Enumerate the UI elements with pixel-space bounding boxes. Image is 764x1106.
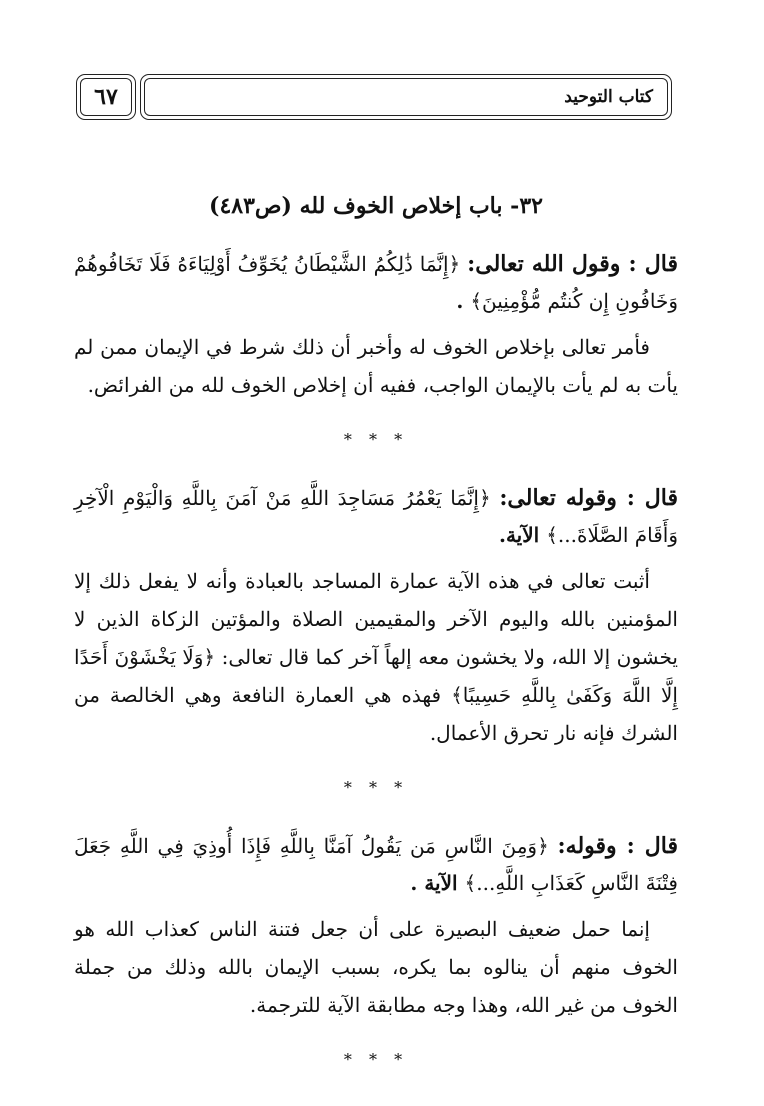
book-title-box: [140, 74, 672, 120]
qal-label: قال : وقوله:: [557, 833, 678, 859]
quran-verse: ﴿إِنَّمَا يَعْمُرُ مَسَاجِدَ اللَّهِ مَنْ آمَنَ بِاللَّهِ وَالْيَوْمِ الْآخِرِ وَأَقَامَ الصَّلَاةَ...﴾: [74, 486, 678, 547]
book-title: كتاب التوحيد: [564, 87, 653, 107]
section-separator: * * *: [343, 778, 409, 797]
verse-tail: الآية.: [499, 523, 547, 547]
section-separator: * * *: [343, 430, 409, 449]
page-number-box: [76, 74, 136, 120]
verse-tail: .: [456, 289, 471, 313]
explanation-paragraph: فأمر تعالى بإخلاص الخوف له وأخبر أن ذلك شرط في الإيمان ممن لم يأت به لم يأت بالإيمان الواجب، ففيه أن إخلاص الخوف لله من الفرائض.: [74, 335, 678, 397]
qal-label: قال : وقول الله تعالى:: [467, 251, 678, 277]
quran-verse: ﴿إِنَّمَا ذَٰلِكُمُ الشَّيْطَانُ يُخَوِّفُ أَوْلِيَاءَهُ فَلَا تَخَافُوهُمْ وَخَافُونِ إِن كُنتُم مُّؤْمِنِينَ﴾: [74, 252, 678, 313]
page-header: [76, 74, 672, 122]
quote-paragraph: [74, 480, 678, 554]
quote-paragraph: [74, 246, 678, 320]
explanation-paragraph: إنما حمل ضعيف البصيرة على أن جعل فتنة الناس كعذاب الله هو الخوف منهم أن ينالوه بما يكره، بسبب الإيمان بالله وذلك من جملة الخوف من غير الله، وهذا وجه مطابقة الآية للترجمة.: [74, 917, 678, 1017]
page-content: [74, 186, 678, 1100]
section-separator: * * *: [343, 1050, 409, 1069]
quote-paragraph: [74, 828, 678, 902]
page-number: ٦٧: [94, 84, 118, 110]
quran-verse: ﴿وَمِنَ النَّاسِ مَن يَقُولُ آمَنَّا بِاللَّهِ فَإِذَا أُوذِيَ فِي اللَّهِ جَعَلَ فِتْنَةَ النَّاسِ كَعَذَابِ اللَّهِ...﴾: [74, 834, 678, 895]
qal-label: قال : وقوله تعالى:: [499, 485, 678, 511]
explanation-paragraph: أثبت تعالى في هذه الآية عمارة المساجد بالعبادة وأنه لا يفعل ذلك إلا المؤمنين بالله واليوم الآخر والمقيمين الصلاة والمؤتين الزكاة الذين لا يخشون إلا الله، ولا يخشون معه إلهاً آخر كما قال تعالى: ﴿وَلَا يَخْشَوْنَ أَحَدًا إِلَّا اللَّهَ وَكَفَىٰ بِاللَّهِ حَسِيبًا﴾ فهذه هي العمارة النافعة وهي الخالصة من الشرك فإنه نار تحرق الأعمال.: [74, 569, 678, 745]
chapter-title: ٣٢- باب إخلاص الخوف لله (ص٤٨٣): [209, 193, 543, 219]
verse-tail: الآية .: [410, 871, 465, 895]
